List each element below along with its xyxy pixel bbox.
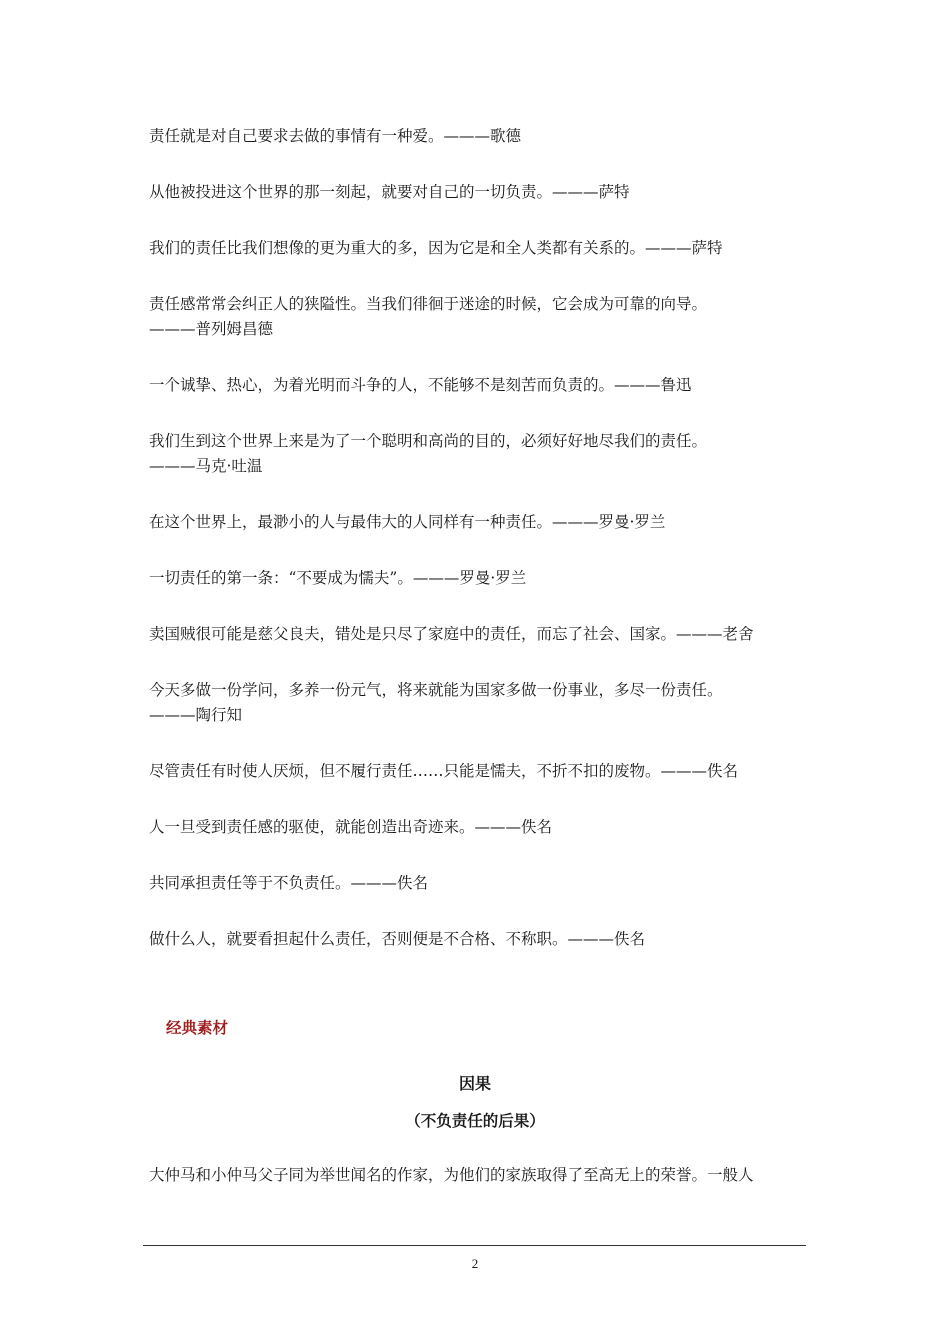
- quote-line: 一切责任的第一条：“不要成为懦夫”。———罗曼·罗兰: [149, 569, 527, 587]
- quote-line: 人一旦受到责任感的驱使，就能创造出奇迹来。———佚名: [149, 818, 553, 836]
- quote-item: [149, 815, 809, 840]
- story-paragraph: 大仲马和小仲马父子同为举世闻名的作家，为他们的家族取得了至高无上的荣誉。一般人: [149, 1166, 754, 1184]
- quote-line: ———马克·吐温: [149, 457, 263, 475]
- story-title: 因果: [458, 1074, 491, 1093]
- quote-item: [149, 292, 809, 342]
- quote-line: 今天多做一份学问，多养一份元气，将来就能为国家多做一份事业，多尽一份责任。: [149, 681, 723, 699]
- quote-item: [149, 871, 809, 896]
- quote-line: 责任感常常会纠正人的狭隘性。当我们徘徊于迷途的时候，它会成为可靠的向导。: [149, 295, 708, 313]
- quote-line: 共同承担责任等于不负责任。———佚名: [149, 874, 429, 892]
- quote-line: ———陶行知: [149, 706, 243, 724]
- quote-line: 尽管责任有时使人厌烦，但不履行责任……只能是懦夫，不折不扣的废物。———佚名: [149, 762, 739, 780]
- quote-item: [149, 180, 809, 205]
- footer-divider: [143, 1245, 806, 1246]
- quote-list: [149, 124, 809, 983]
- quote-line: 在这个世界上，最渺小的人与最伟大的人同样有一种责任。———罗曼·罗兰: [149, 513, 666, 531]
- quote-line: 一个诚挚、热心，为着光明而斗争的人，不能够不是刻苦而负责的。———鲁迅: [149, 376, 692, 394]
- quote-line: ———普列姆昌德: [149, 320, 274, 338]
- quote-line: 责任就是对自己要求去做的事情有一种爱。———歌德: [149, 127, 522, 145]
- quote-line: 做什么人，就要看担起什么责任，否则便是不合格、不称职。———佚名: [149, 930, 646, 948]
- quote-line: 我们生到这个世界上来是为了一个聪明和高尚的目的，必须好好地尽我们的责任。: [149, 432, 708, 450]
- page-number: 2: [471, 1256, 479, 1271]
- quote-item: [149, 678, 809, 728]
- quote-item: [149, 236, 809, 261]
- quote-item: [149, 124, 809, 149]
- quote-line: 卖国贼很可能是慈父良夫，错处是只尽了家庭中的责任，而忘了社会、国家。———老舍: [149, 625, 754, 643]
- quote-item: [149, 759, 809, 784]
- section-heading: 经典素材: [166, 1019, 229, 1037]
- quote-item: [149, 510, 809, 535]
- quote-item: [149, 566, 809, 591]
- quote-item: [149, 927, 809, 952]
- quote-item: [149, 429, 809, 479]
- quote-item: [149, 622, 809, 647]
- quote-line: 从他被投进这个世界的那一刻起，就要对自己的一切负责。———萨特: [149, 183, 630, 201]
- quote-line: 我们的责任比我们想像的更为重大的多，因为它是和全人类都有关系的。———萨特: [149, 239, 723, 257]
- story-subtitle: （不负责任的后果）: [405, 1112, 545, 1130]
- quote-item: [149, 373, 809, 398]
